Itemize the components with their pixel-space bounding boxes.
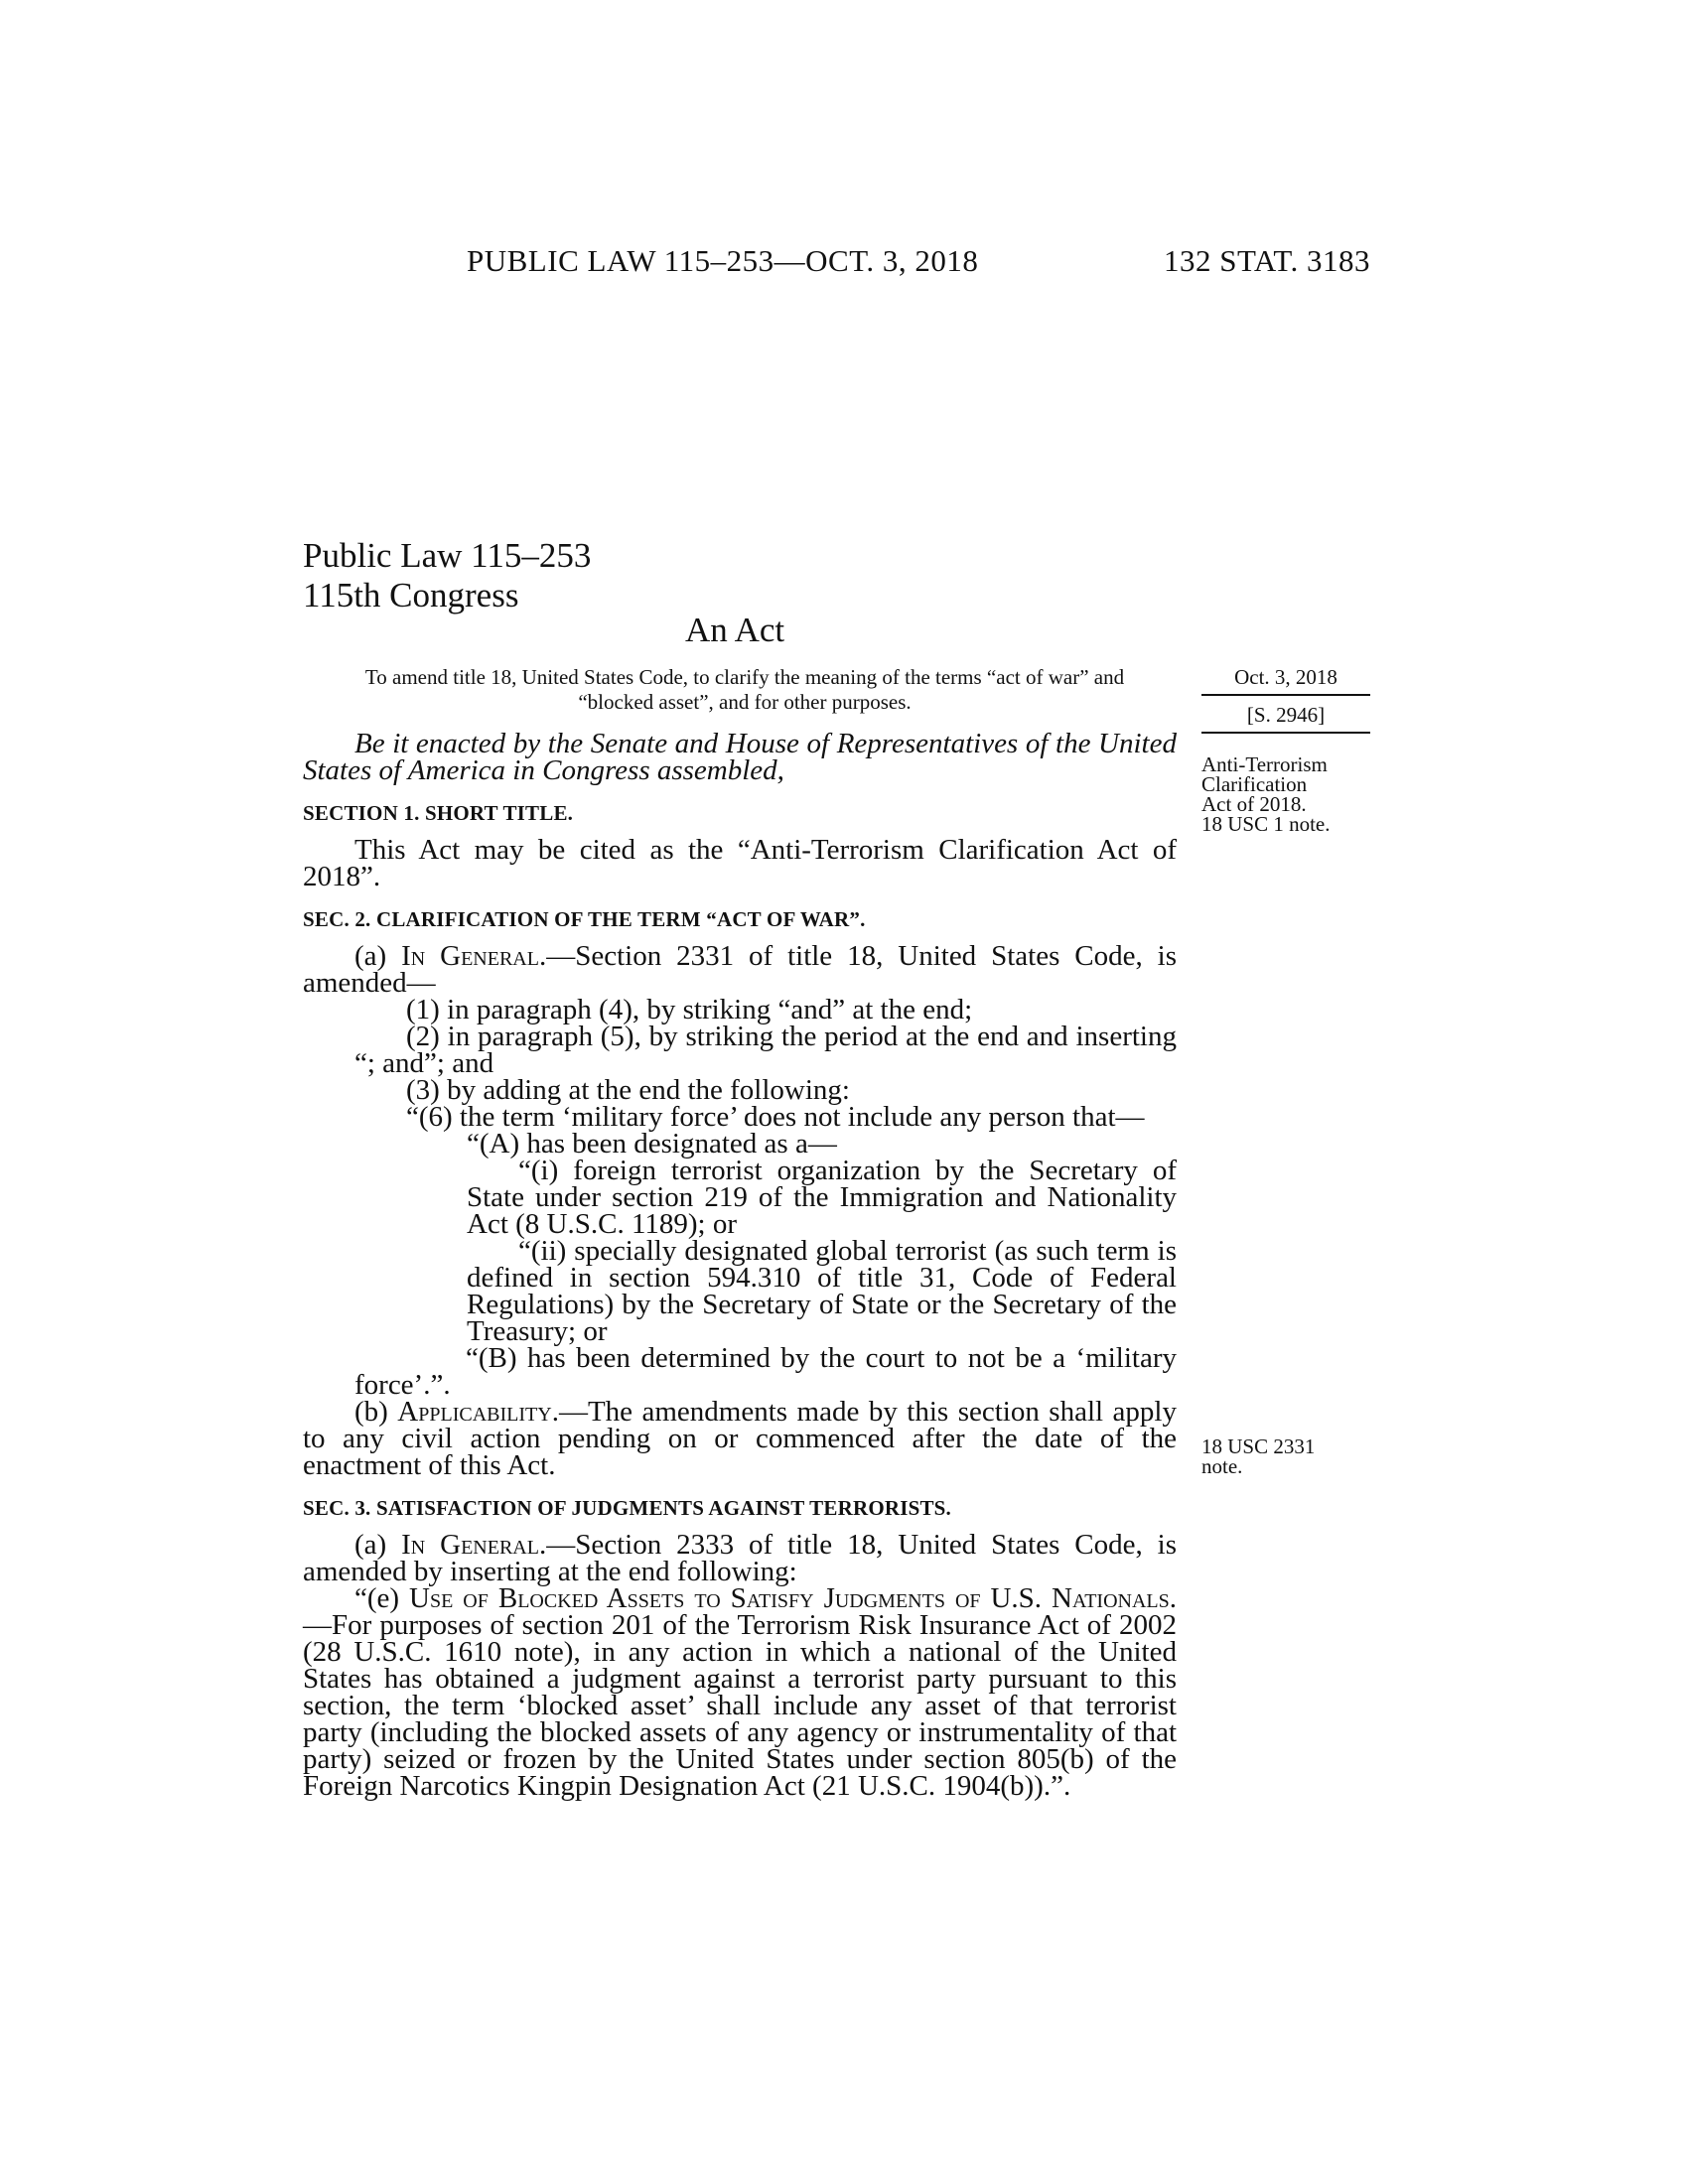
quoted-clause-i: “(i) foreign terrorist organization by the Secretary of State under section 219 of the Immigration and Nationality Act (8 U.S.C. 1189); or (467, 1155, 1177, 1240)
margin-note-line: 18 USC 2331 (1201, 1434, 1316, 1458)
section-3-heading: SEC. 3. SATISFACTION OF JUDGMENTS AGAINST TERRORISTS. (303, 1496, 952, 1520)
margin-note-line: 18 USC 1 note. (1201, 812, 1331, 836)
public-law-number: Public Law 115–253 (303, 536, 592, 575)
title-block (303, 536, 591, 615)
congress-number: 115th Congress (303, 576, 519, 614)
margin-note-line: Anti-Terrorism (1201, 752, 1328, 776)
quoted-subparagraph-b: “(B) has been determined by the court to not be a ‘military force’.”. (354, 1342, 1177, 1401)
section-3-subsection-a: (a) In General.—Section 2333 of title 18, United States Code, is amended by inserting at the end following: (303, 1529, 1178, 1587)
section-1-heading: SECTION 1. SHORT TITLE. (303, 801, 574, 825)
margin-note-line: note. (1201, 1454, 1243, 1478)
section-2-paragraph-1: (1) in paragraph (4), by striking “and” at the end; (406, 994, 973, 1025)
quoted-clause-ii: “(ii) specially designated global terrorist (as such term is defined in section 594.310 of title 31, Code of Federal Regulations) by the Secretary of State or the Secretary of the Treasury; or (467, 1235, 1177, 1347)
an-act-title: An Act (685, 611, 785, 649)
header-stat-page: 132 STAT. 3183 (1163, 243, 1370, 278)
header-law-date: PUBLIC LAW 115–253—OCT. 3, 2018 (467, 243, 979, 278)
margin-note-applicability (1201, 1436, 1370, 1476)
margin-note-short-title (1201, 754, 1370, 834)
running-header (298, 243, 1370, 293)
section-2-subsection-b: (b) Applicability.—The amendments made by this section shall apply to any civil action pending on or commenced after the date of the enactment of this Act. (303, 1396, 1177, 1481)
quoted-paragraph-6: “(6) the term ‘military force’ does not include any person that— (406, 1101, 1145, 1133)
section-2-subsection-a: (a) In General.—Section 2331 of title 18, United States Code, is amended— (303, 940, 1178, 999)
margin-date-block (1201, 665, 1370, 734)
margin-note-line: Clarification (1201, 772, 1308, 796)
enacting-clause: Be it enacted by the Senate and House of Representatives of the United States of America in Congress assembled, (303, 728, 1177, 786)
bill-number: [S. 2946] (1201, 703, 1370, 734)
enactment-date: Oct. 3, 2018 (1201, 665, 1370, 696)
section-2-heading: SEC. 2. CLARIFICATION OF THE TERM “ACT OF WAR”. (303, 907, 866, 931)
margin-note-line: Act of 2018. (1201, 792, 1307, 816)
purpose-statement: To amend title 18, United States Code, to clarify the meaning of the terms “act of war” and “blocked asset”, and for other purposes. (364, 665, 1125, 714)
quoted-subparagraph-a: “(A) has been designated as a— (467, 1128, 837, 1160)
section-2-paragraph-2: (2) in paragraph (5), by striking the period at the end and inserting “; and”; and (354, 1021, 1177, 1079)
section-1-text: This Act may be cited as the “Anti-Terrorism Clarification Act of 2018”. (303, 834, 1177, 892)
act-body (303, 728, 1178, 1802)
section-3-quoted-subsection-e: “(e) Use of Blocked Assets to Satisfy Judgments of U.S. Nationals.—For purposes of section 201 of the Terrorism Risk Insurance Act of 2002 (28 U.S.C. 1610 note), in any action in which a national of the United States has obtained a judgment against a terrorist party pursuant to this section, the term ‘blocked asset’ shall include any asset of that terrorist party (including the blocked assets of any agency or instrumentality of that party) seized or frozen by the United States under section 805(b) of the Foreign Narcotics Kingpin Designation Act (21 U.S.C. 1904(b)).”. (303, 1582, 1177, 1802)
section-2-paragraph-3: (3) by adding at the end the following: (406, 1074, 850, 1106)
